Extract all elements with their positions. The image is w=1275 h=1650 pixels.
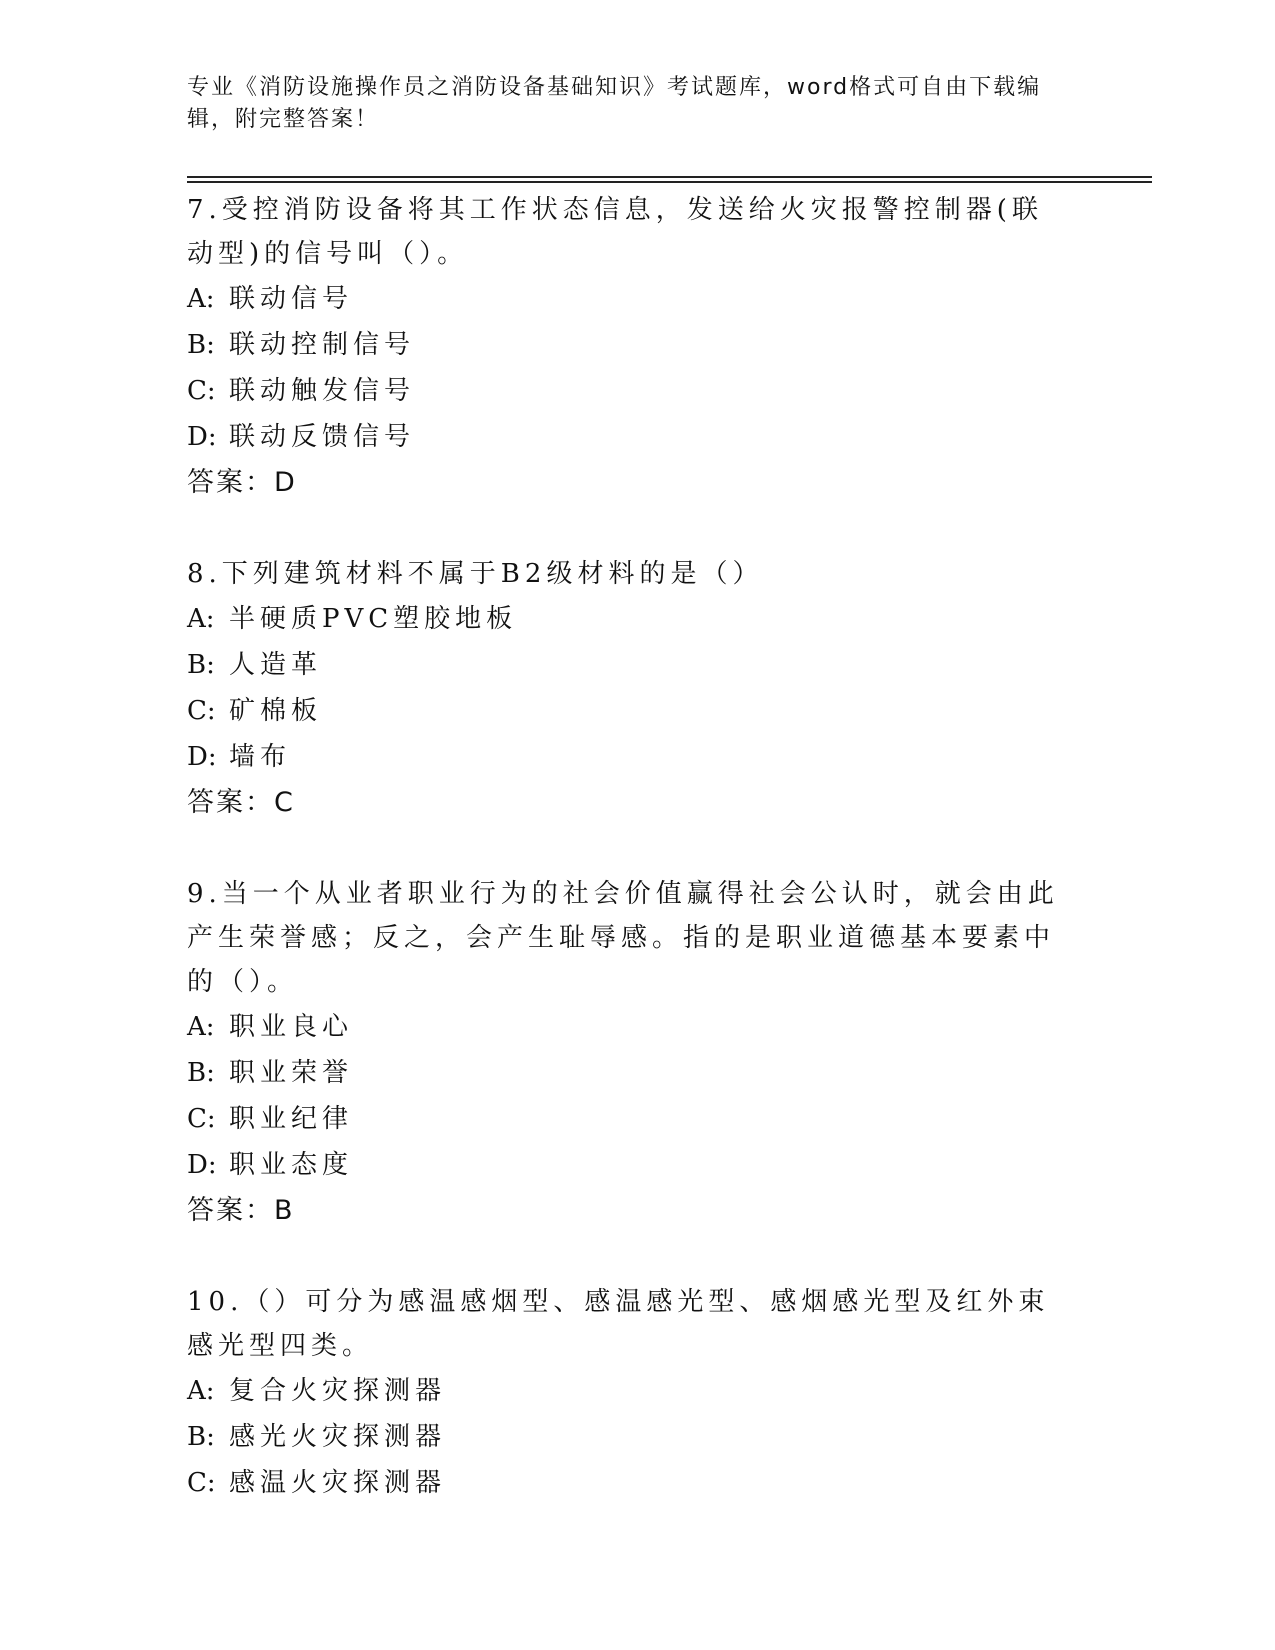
option-letter: B:: [187, 1058, 215, 1088]
answer-line: 答案：D: [187, 467, 297, 498]
option-text: 职业荣誉: [229, 1058, 354, 1088]
question-text: 8.下列建筑材料不属于B2级材料的是（）: [187, 559, 764, 589]
option-b: [187, 1050, 1087, 1096]
option-a: [187, 596, 1087, 642]
question-list: [187, 188, 1087, 1552]
option-d: [187, 1142, 1087, 1188]
option-letter: A:: [187, 1376, 215, 1406]
option-c: [187, 1460, 1087, 1506]
option-b: [187, 1414, 1087, 1460]
option-text: 职业态度: [229, 1150, 354, 1180]
option-text: 职业纪律: [229, 1104, 354, 1134]
option-text: 复合火灾探测器: [229, 1376, 447, 1406]
option-letter: B:: [187, 650, 215, 680]
option-letter: C:: [187, 1468, 216, 1498]
option-letter: D:: [187, 742, 217, 772]
option-d: [187, 734, 1087, 780]
option-a: [187, 1004, 1087, 1050]
answer-line: 答案：C: [187, 787, 295, 818]
option-text: 人造革: [229, 650, 323, 680]
option-letter: A:: [187, 604, 215, 634]
question-text: 10.（）可分为感温感烟型、感温感光型、感烟感光型及红外束感光型四类。: [187, 1287, 1050, 1361]
option-text: 联动控制信号: [229, 330, 416, 360]
header-divider-bottom: [187, 181, 1152, 183]
option-text: 联动信号: [229, 284, 354, 314]
option-text: 墙布: [229, 742, 292, 772]
option-b: [187, 642, 1087, 688]
option-letter: A:: [187, 1012, 215, 1042]
option-text: 联动反馈信号: [229, 422, 416, 452]
question-8: [187, 552, 1087, 826]
option-a: [187, 1368, 1087, 1414]
option-letter: D:: [187, 422, 217, 452]
option-letter: B:: [187, 330, 215, 360]
option-text: 感温火灾探测器: [229, 1468, 447, 1498]
header-divider-top: [187, 176, 1152, 178]
option-letter: C:: [187, 696, 216, 726]
option-b: [187, 322, 1087, 368]
option-letter: C:: [187, 376, 216, 406]
question-text: 7.受控消防设备将其工作状态信息，发送给火灾报警控制器(联动型)的信号叫（）。: [187, 195, 1043, 269]
option-letter: C:: [187, 1104, 216, 1134]
option-text: 感光火灾探测器: [229, 1422, 447, 1452]
question-text: 9.当一个从业者职业行为的社会价值赢得社会公认时，就会由此产生荣誉感；反之，会产生耻辱感。指的是职业道德基本要素中的（）。: [187, 879, 1059, 997]
question-10: [187, 1280, 1087, 1506]
answer-line: 答案：B: [187, 1195, 295, 1226]
option-letter: A:: [187, 284, 215, 314]
option-d: [187, 414, 1087, 460]
document-header: 专业《消防设施操作员之消防设备基础知识》考试题库，word格式可自由下载编辑，附完整答案！: [187, 75, 1042, 132]
question-9: [187, 872, 1087, 1234]
option-text: 联动触发信号: [229, 376, 416, 406]
question-7: [187, 188, 1087, 506]
option-a: [187, 276, 1087, 322]
option-c: [187, 368, 1087, 414]
option-letter: B:: [187, 1422, 215, 1452]
option-text: 职业良心: [229, 1012, 354, 1042]
option-text: 矿棉板: [229, 696, 323, 726]
option-c: [187, 1096, 1087, 1142]
option-letter: D:: [187, 1150, 217, 1180]
option-text: 半硬质PVC塑胶地板: [229, 604, 518, 634]
option-c: [187, 688, 1087, 734]
